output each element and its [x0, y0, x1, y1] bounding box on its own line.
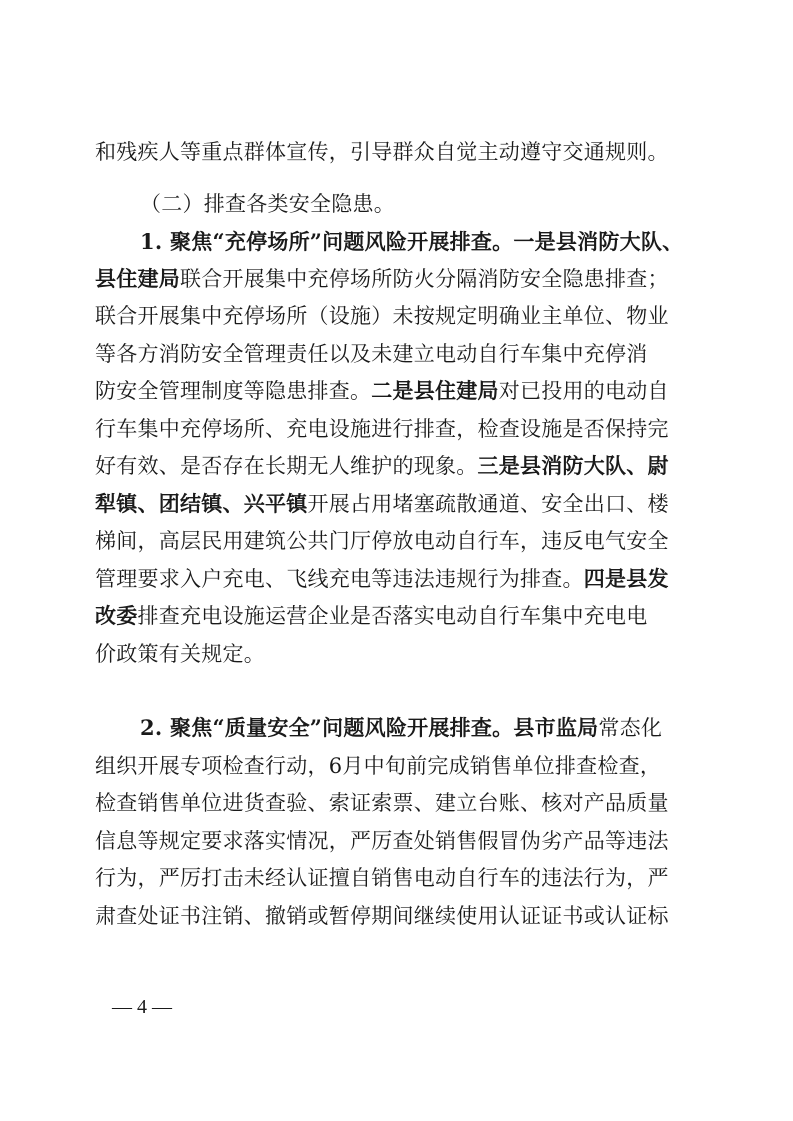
body-line-3: 1. 聚焦“充停场所”问题风险开展排查。一是县消防大队、: [140, 229, 684, 254]
section-heading-line: （二）排查各类安全隐患。: [140, 192, 395, 216]
body-line-6: 等各方消防安全管理责任以及未建立电动自行车集中充停消: [95, 342, 648, 366]
body-line-4: 县住建局联合开展集中充停场所防火分隔消防安全隐患排查；: [95, 266, 669, 291]
body-line-19: 行为，严厉打击未经认证擅自销售电动自行车的违法行为，严: [95, 866, 669, 890]
body-line-9: 好有效、是否存在长期无人维护的现象。三是县消防大队、尉: [95, 453, 669, 478]
body-line-7: 防安全管理制度等隐患排查。二是县住建局对已投用的电动自: [95, 378, 669, 403]
body-line-5: 联合开展集中充停场所（设施）未按规定明确业主单位、物业: [95, 304, 669, 328]
body-line-17: 检查销售单位进货查验、索证索票、建立台账、核对产品质量: [95, 791, 669, 815]
body-line-12: 管理要求入户充电、飞线充电等违法违规行为排查。四是县发: [95, 566, 669, 591]
body-line-20: 肃查处证书注销、撤销或暂停期间继续使用认证证书或认证标: [95, 904, 669, 928]
body-line-16: 组织开展专项检查行动，6月中旬前完成销售单位排查检查，: [95, 754, 662, 778]
body-line-15: 2. 聚焦“质量安全”问题风险开展排查。县市监局常态化: [140, 715, 663, 740]
page-number: — 4 —: [112, 996, 172, 1018]
body-line-13: 改委排查充电设施运营企业是否落实电动自行车集中充电电: [95, 603, 648, 628]
body-line-11: 梯间，高层民用建筑公共门厅停放电动自行车，违反电气安全: [95, 529, 669, 553]
body-line-8: 行车集中充停场所、充电设施进行排查，检查设施是否保持完: [95, 417, 669, 441]
body-line-10: 犁镇、团结镇、兴平镇开展占用堵塞疏散通道、安全出口、楼: [95, 491, 669, 516]
body-line-1: 和残疾人等重点群体宣传，引导群众自觉主动遵守交通规则。: [95, 140, 669, 164]
body-line-18: 信息等规定要求落实情况，严厉查处销售假冒伪劣产品等违法: [95, 829, 669, 853]
body-line-14: 价政策有关规定。: [95, 642, 265, 666]
